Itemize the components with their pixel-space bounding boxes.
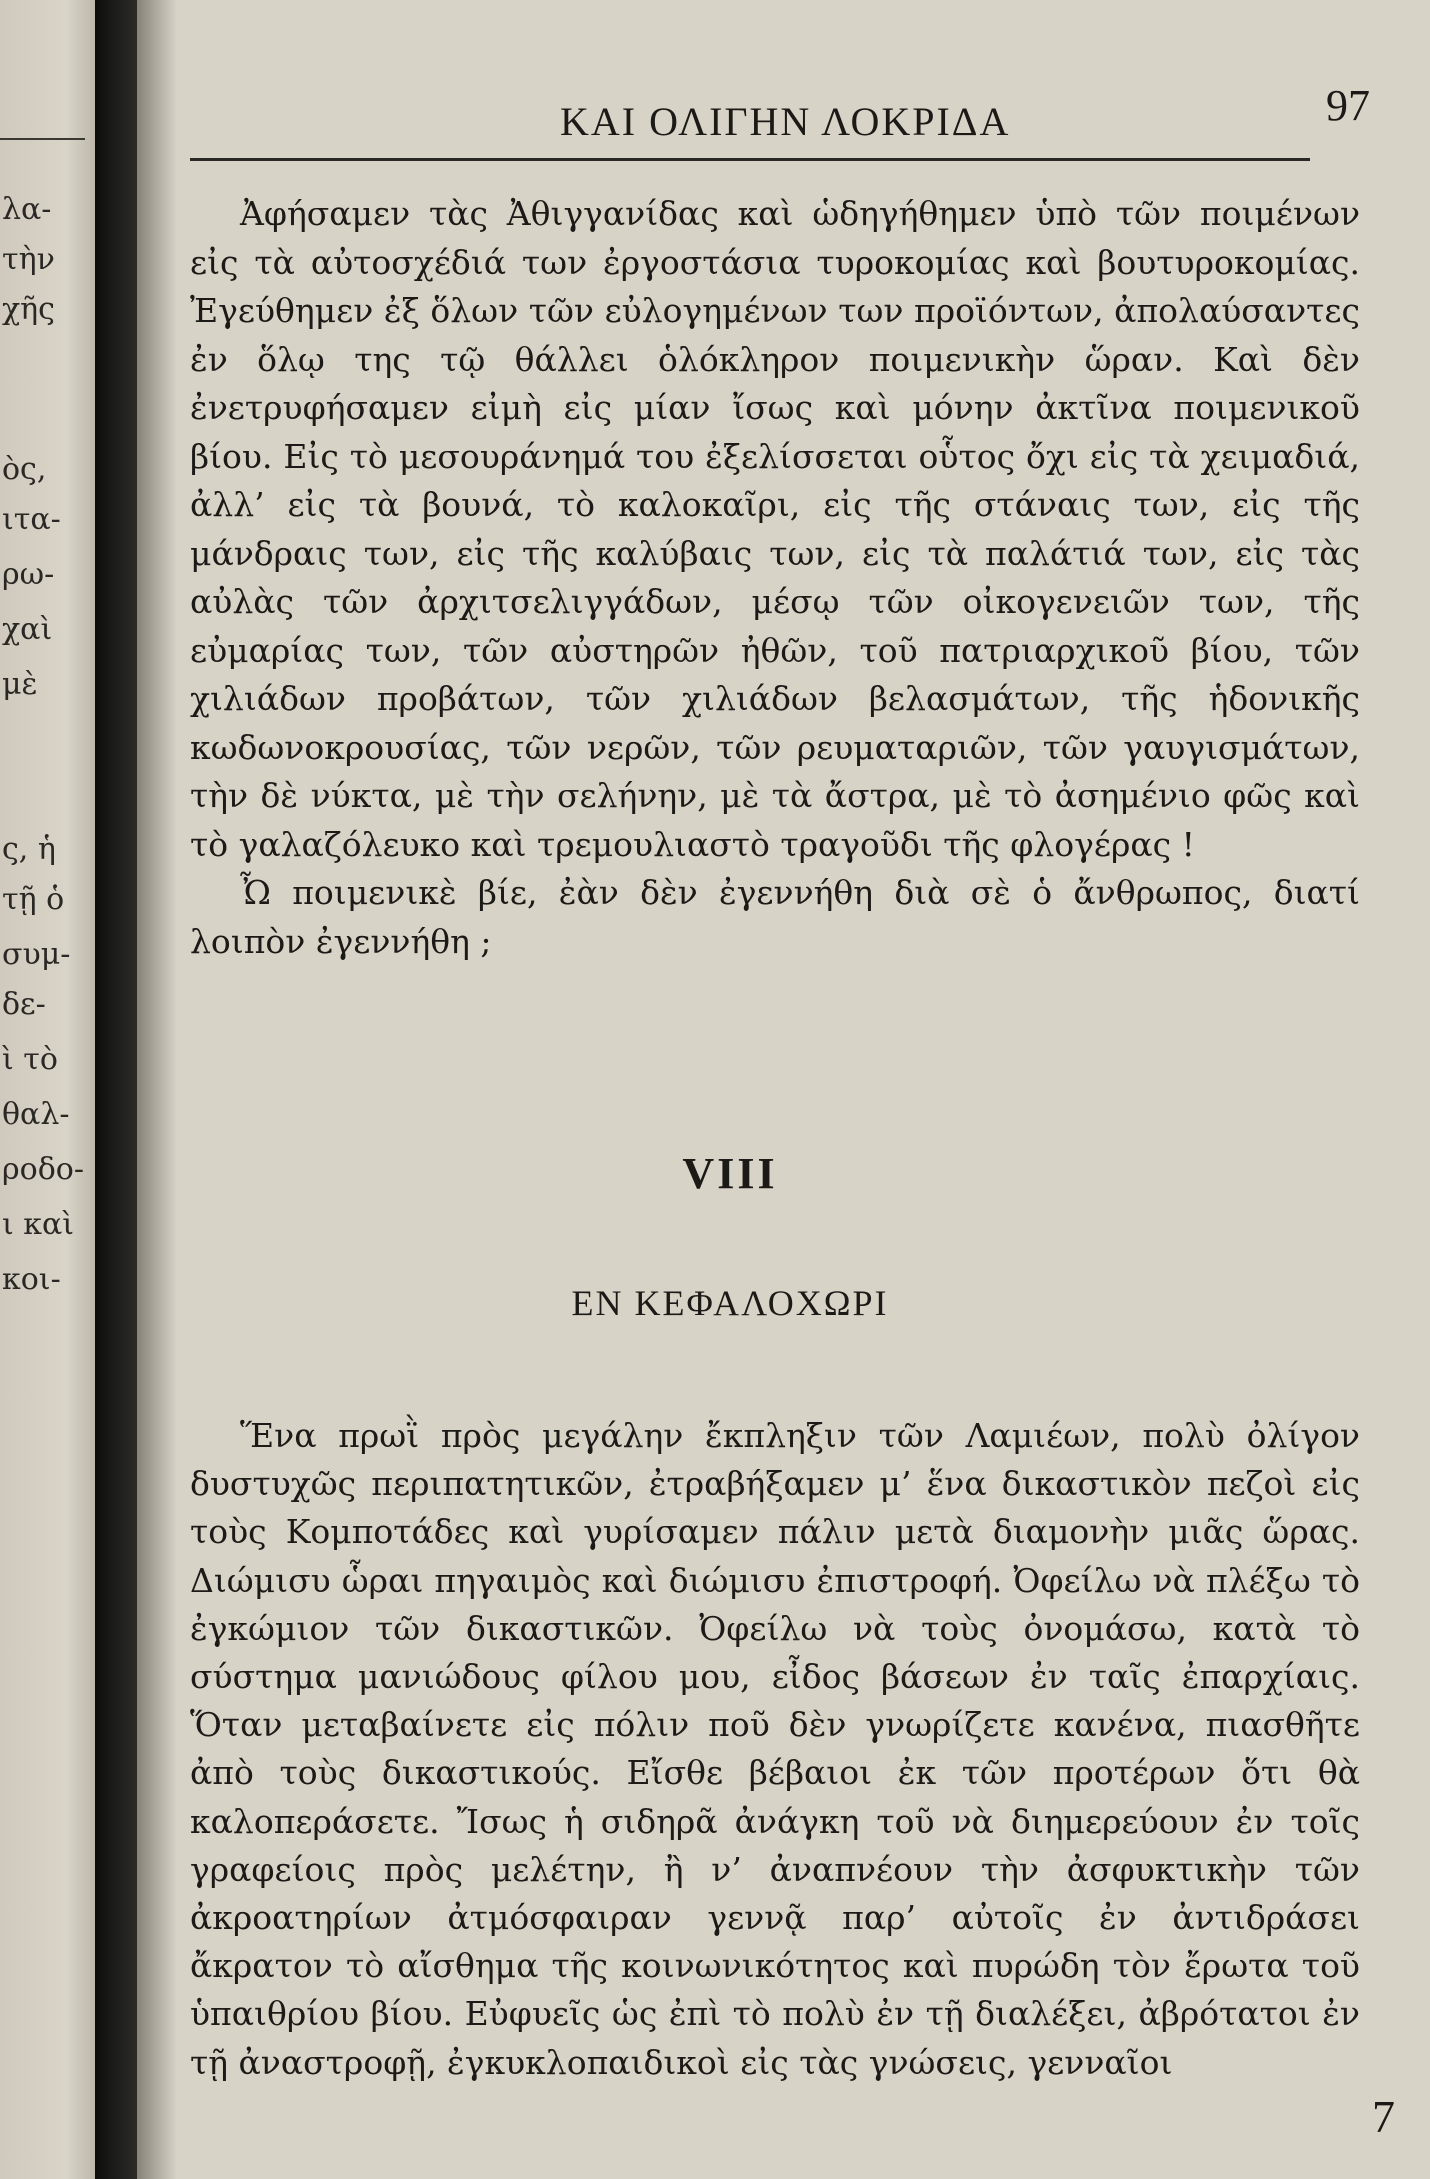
section-one-text <box>190 190 1360 966</box>
facing-page-fragment: χῆς <box>2 292 55 327</box>
facing-page-fragment: τῇ ὁ <box>2 882 65 917</box>
facing-page-fragment: ς, ἡ <box>2 832 56 867</box>
facing-page-rule <box>0 138 85 140</box>
facing-page-fragment: συμ- <box>2 937 71 972</box>
paragraph: Ἀφήσαμεν τὰς Ἀθιγγανίδας καὶ ὡδηγήθημεν ὑπὸ τῶν ποιμένων εἰς τὰ αὐτοσχέδιά των ἐργοστάσια τυροκομίας καὶ βουτυροκομίας. Ἐγεύθημεν ἐξ ὅλων τῶν εὐλογημένων των προϊόντων, ἀπολαύσαντες ἐν ὅλῳ της τῷ θάλλει ὁλόκληρον ποιμενικὴν ὥραν. Καὶ δὲν ἐνετρυφήσαμεν εἰμὴ εἰς μίαν ἴσως καὶ μόνην ἀκτῖνα ποιμενικοῦ βίου. Εἰς τὸ μεσουράνημά του ἐξελίσσεται οὗτος ὄχι εἰς τὰ χειμαδιά, ἀλλ’ εἰς τὰ βουνά, τὸ καλοκαῖρι, εἰς τῆς στάναις των, εἰς τῆς μάνδραις των, εἰς τῆς καλύβαις των, εἰς τὰ παλάτιά των, εἰς τὰς αὐλὰς τῶν ἀρχιτσελιγγάδων, μέσῳ τῶν οἰκογενειῶν των, τῆς εὐμαρίας των, τῶν αὐστηρῶν ἠθῶν, τοῦ πατριαρχικοῦ βίου, τῶν χιλιάδων προβάτων, τῶν χιλιάδων βελασμάτων, τῆς ἡδονικῆς κωδωνοκρουσίας, τῶν νερῶν, τῶν ρευματαριῶν, τῶν γαυγισμάτων, τὴν δὲ νύκτα, μὲ τὴν σελήνην, μὲ τὰ ἄστρα, μὲ τὸ ἀσημένιο φῶς καὶ τὸ γαλαζόλευκο καὶ τρεμουλιαστὸ τραγοῦδι τῆς φλογέρας ! <box>190 194 1360 864</box>
paragraph: Ἕνα πρωῒ πρὸς μεγάλην ἔκπληξιν τῶν Λαμιέων, πολὺ ὀλίγον δυστυχῶς περιπατητικῶν, ἐτραβήξαμεν μ’ ἕνα δικαστικὸν πεζοὶ εἰς τοὺς Κομποτάδες καὶ γυρίσαμεν πάλιν μετὰ διαμονὴν μιᾶς ὥρας. Διώμισυ ὧραι πηγαιμὸς καὶ διώμισυ ἐπιστροφή. Ὀφείλω νὰ πλέξω τὸ ἐγκώμιον τῶν δικαστικῶν. Ὀφείλω νὰ τοὺς ὀνομάσω, κατὰ τὸ σύστημα μανιώδους φίλου μου, εἶδος βάσεων ἐν ταῖς ἐπαρχίαις. Ὅταν μεταβαίνετε εἰς πόλιν ποῦ δὲν γνωρίζετε κανένα, πιασθῆτε ἀπὸ τοὺς δικαστικούς. Εἴσθε βέβαιοι ἐκ τῶν προτέρων ὅτι θὰ καλοπεράσετε. Ἴσως ἡ σιδηρᾶ ἀνάγκη τοῦ νὰ διημερεύουν ἐν τοῖς γραφείοις πρὸς μελέτην, ἢ ν’ ἀναπνέουν τὴν ἀσφυκτικὴν τῶν ἀκροατηρίων ἀτμόσφαιραν γεννᾷ παρ’ αὐτοῖς ἐν ἀντιδράσει ἄκρατον τὸ αἴσθημα τῆς κοινωνικότητος καὶ πυρώδη τὸν ἔρωτα τοῦ ὑπαιθρίου βίου. Εὐφυεῖς ὡς ἐπὶ τὸ πολὺ ἐν τῇ διαλέξει, ἀβρότατοι ἐν τῇ ἀναστροφῇ, ἐγκυκλοπαιδικοὶ εἰς τὰς γνώσεις, γενναῖοι <box>190 1416 1360 2082</box>
facing-page-fragment: ιτα- <box>2 502 61 537</box>
chapter-title: ΕΝ ΚΕΦΑΛΟΧΩΡΙ <box>571 1283 889 1323</box>
facing-page-fragment: χαὶ <box>2 612 53 647</box>
facing-page-fragment: κοι- <box>2 1262 61 1297</box>
facing-page-edge <box>0 0 95 2179</box>
page-header <box>190 70 1380 150</box>
running-head: ΚΑΙ ΟΛΙΓΗΝ ΛΟΚΡΙΔΑ <box>560 99 1011 144</box>
header-rule <box>190 158 1310 161</box>
facing-page-fragment: ρω- <box>2 557 55 592</box>
facing-page-fragment: θαλ- <box>2 1097 70 1132</box>
facing-page-fragment: ὶ τὸ <box>2 1042 58 1077</box>
chapter-number: VIII <box>682 1149 778 1198</box>
facing-page-fragment: ι καὶ <box>2 1207 75 1242</box>
facing-page-fragment: λα- <box>2 192 52 227</box>
page-number: 97 <box>1326 81 1370 130</box>
facing-page-fragment: ροδο- <box>2 1152 84 1187</box>
paragraph: Ὦ ποιμενικὲ βίε, ἐὰν δὲν ἐγεννήθη διὰ σὲ ὁ ἄνθρωπος, διατί λοιπὸν ἐγεννήθη ; <box>190 873 1360 961</box>
book-page <box>150 0 1430 2179</box>
facing-page-fragment: ὸς, <box>2 452 47 487</box>
section-two-text <box>190 1412 1360 2087</box>
facing-page-fragment: μὲ <box>2 667 38 702</box>
facing-page-fragment: τὴν <box>2 242 55 277</box>
book-spine <box>95 0 137 2179</box>
facing-page-fragment: δε- <box>2 987 46 1022</box>
signature-mark: 7 <box>1372 2091 1395 2142</box>
